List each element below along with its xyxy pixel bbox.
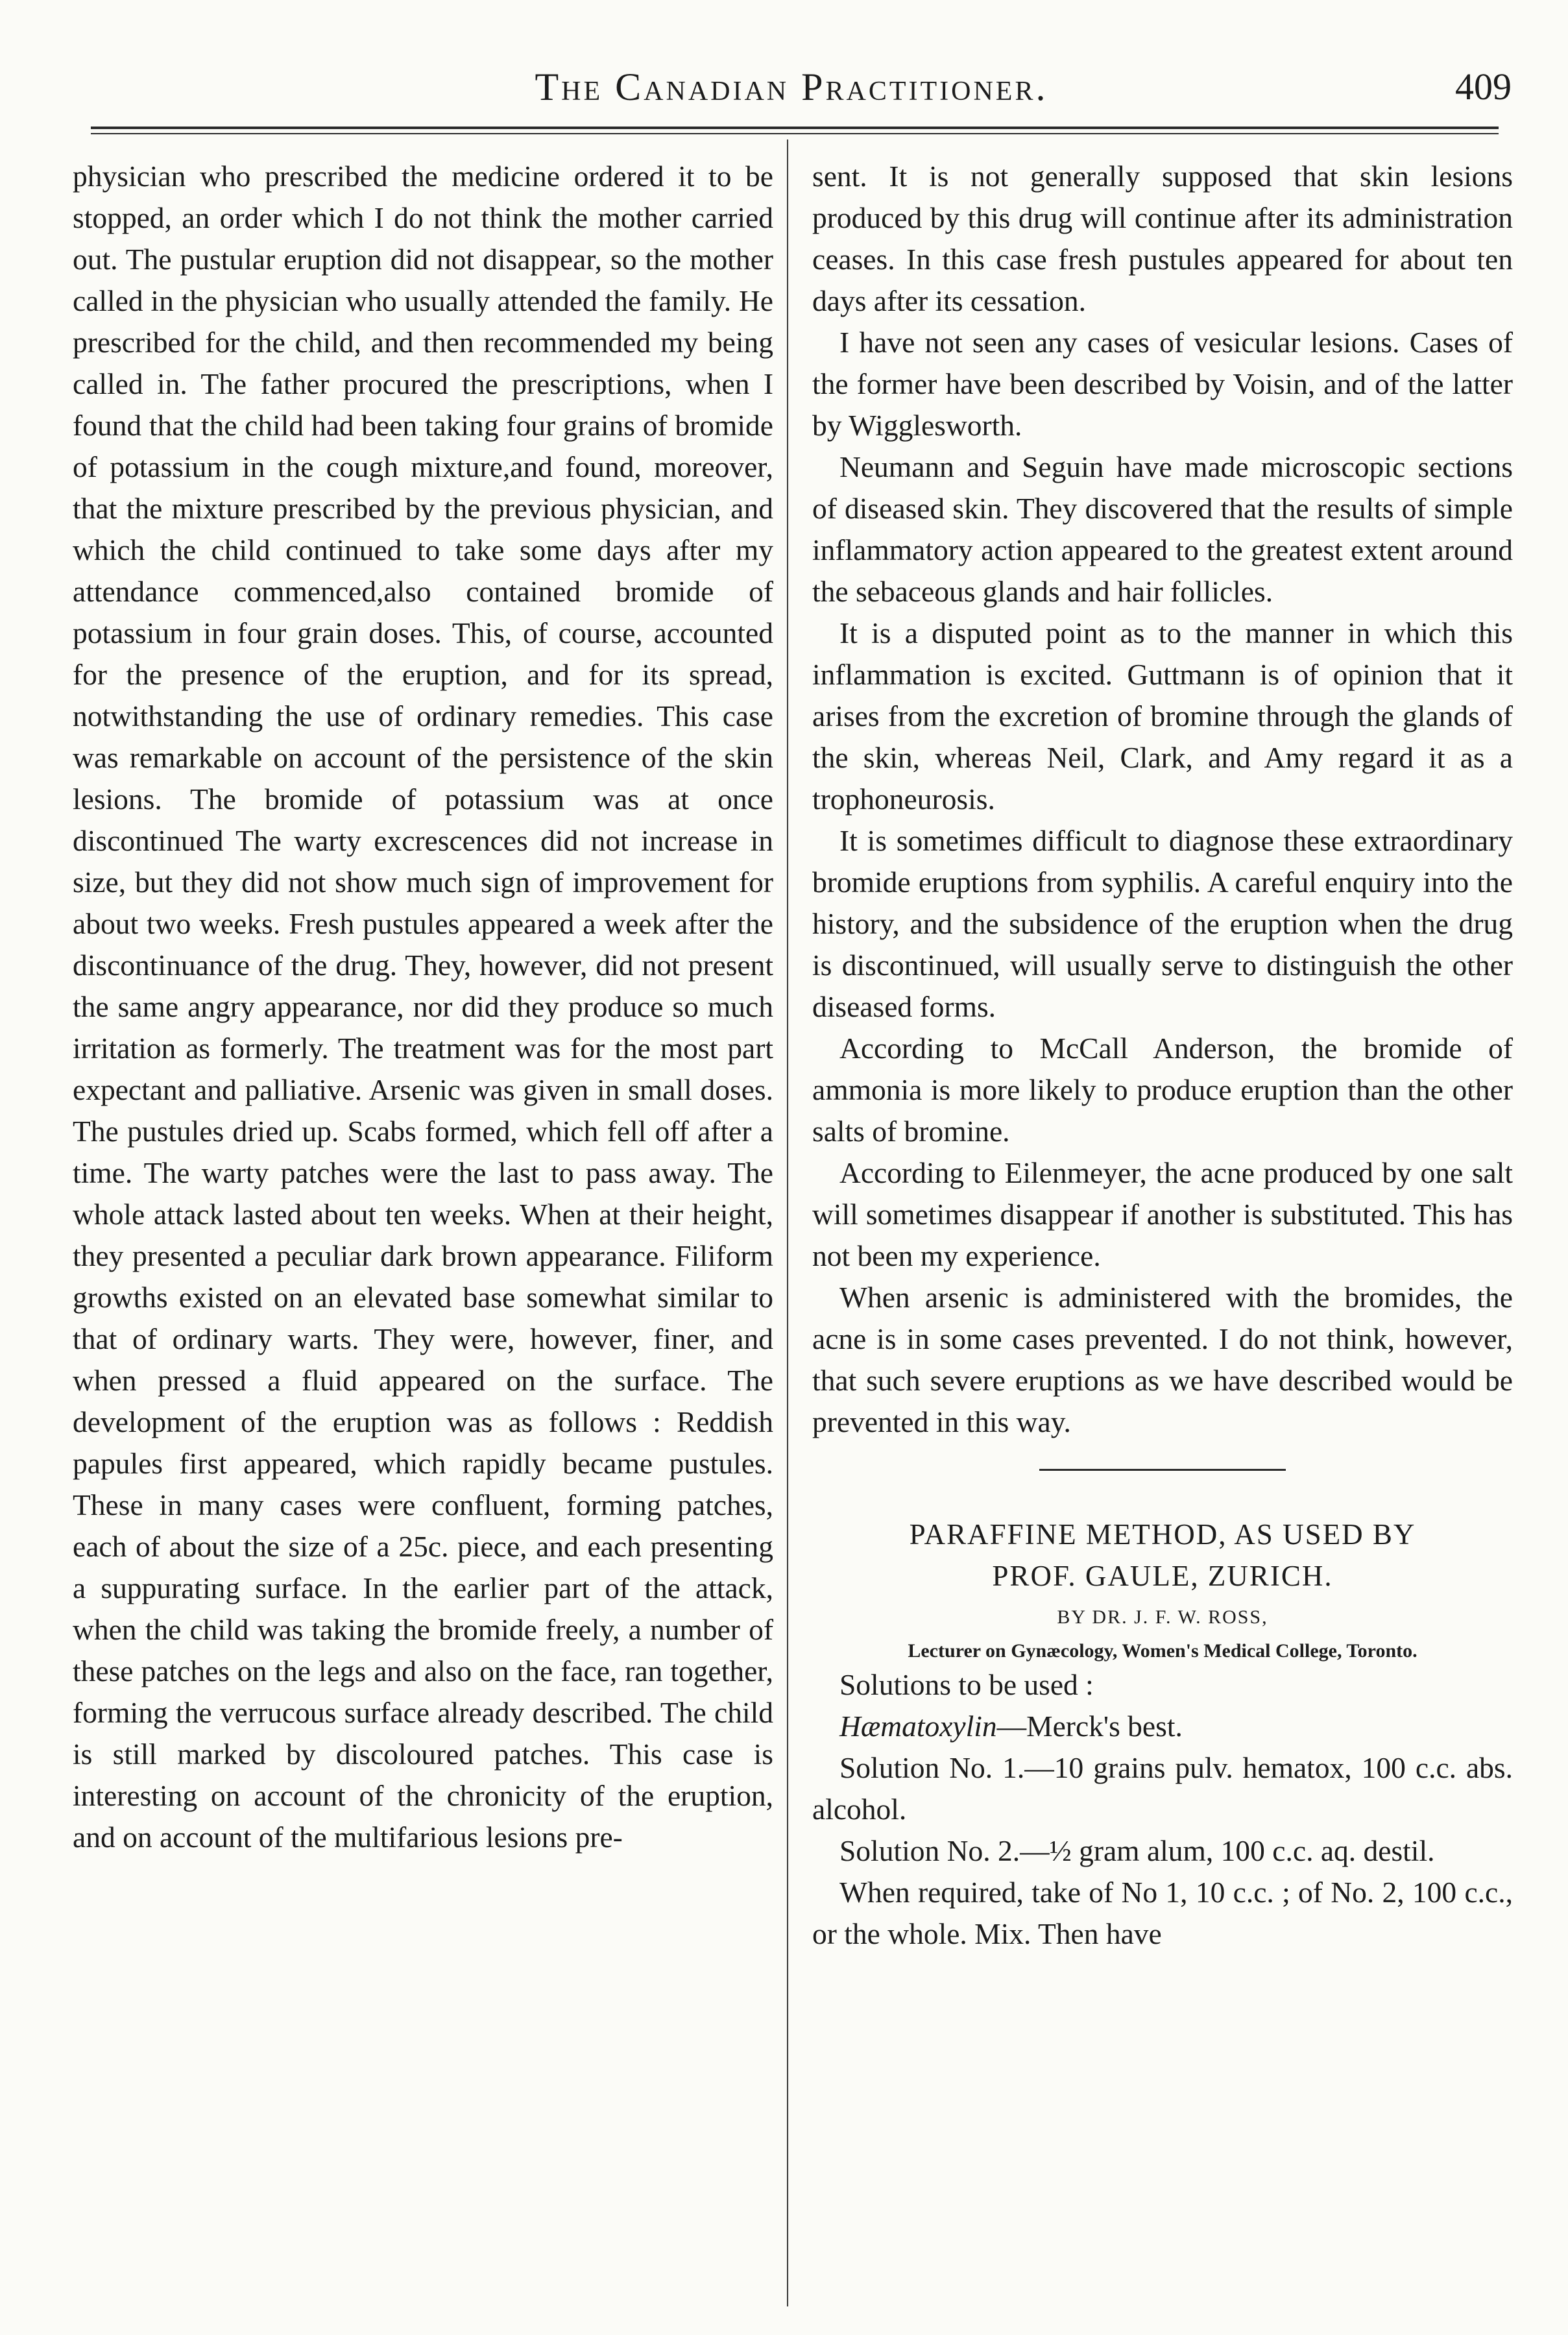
hematoxylin-term: Hæmatoxylin (839, 1710, 997, 1743)
body-paragraph: sent. It is not generally supposed that skin lesions produced by this drug will continue after its administration ceases. In this case fresh pustules appeared for about ten days after its cessation. (812, 160, 1513, 317)
article-title-line-2: PROF. GAULE, ZURICH. (992, 1560, 1333, 1592)
body-paragraph: It is a disputed point as to the manner in which this inflammation is excited. Guttmann is of opinion that it arises from the excretion of bromine through the glands of the skin, whereas Neil, Clark, and Amy regard it as a trophoneurosis. (812, 616, 1513, 816)
page-number: 409 (1455, 66, 1512, 108)
body-paragraph: I have not seen any cases of vesicular lesions. Cases of the former have been described by Voisin, and of the latter by Wigglesworth. (812, 326, 1513, 442)
article-title (812, 1514, 1513, 1597)
body-paragraph: Neumann and Seguin have made microscopic sections of diseased skin. They discovered that the results of simple inflammatory action appeared to the greatest extent around the sebaceous glands and hair follicles. (812, 450, 1513, 608)
column-divider (787, 139, 788, 2306)
mixing-instructions: When required, take of No 1, 10 c.c. ; of No. 2, 100 c.c., or the whole. Mix. Then have (812, 1876, 1513, 1950)
author-affiliation: Lecturer on Gynæcology, Women's Medical College, Toronto. (908, 1640, 1417, 1662)
hematoxylin-rest: —Merck's best. (996, 1710, 1183, 1743)
solution-2: Solution No. 2.—½ gram alum, 100 c.c. aq. destil. (839, 1834, 1435, 1867)
left-column (73, 156, 773, 1858)
section-divider (1039, 1469, 1286, 1471)
article-title-line-1: PARAFFINE METHOD, AS USED BY (909, 1518, 1416, 1551)
solution-1: Solution No. 1.—10 grains pulv. hematox, 100 c.c. abs. alcohol. (812, 1751, 1513, 1826)
running-header (71, 60, 1512, 118)
body-paragraph: It is sometimes difficult to diagnose these extraordinary bromide eruptions from syphilis. A careful enquiry into the history, and the subsidence of the eruption when the drug is discontinued, will usually serve to distinguish the other diseased forms. (812, 824, 1513, 1023)
right-column (812, 156, 1513, 1955)
header-rule-thin (91, 133, 1499, 134)
body-paragraph: When arsenic is administered with the bromides, the acne is in some cases prevented. I do not think, however, that such severe eruptions as we have described would be prevented in this way. (812, 1281, 1513, 1438)
body-paragraph: According to Eilenmeyer, the acne produced by one salt will sometimes disappear if another is substituted. This has not been my experience. (812, 1156, 1513, 1272)
journal-title: The Canadian Practitioner. (535, 66, 1048, 108)
hematoxylin-line (812, 1706, 1513, 1747)
body-paragraph: physician who prescribed the medicine ordered it to be stopped, an order which I do not think the mother carried out. The pustular eruption did not disappear, so the mother called in the physician who usually attended the family. He prescribed for the child, and then recommended my being called in. The father procured the prescriptions, when I found that the child had been taking four grains of bromide of potassium in the cough mixture,and found, moreover, that the mixture prescribed by the previous physician, and which the child continued to take some days after my attendance commenced,also contained bromide of potassium in four grain doses. This, of course, accounted for the presence of the eruption, and for its spread, notwithstanding the use of ordinary remedies. This case was remarkable on account of the persistence of the skin lesions. The bromide of potassium was at once discontinued The warty excrescences did not increase in size, but they did not show much sign of improvement for about two weeks. Fresh pustules appeared a week after the discontinuance of the drug. They, however, did not present the same angry appearance, nor did they produce so much irritation as formerly. The treatment was for the most part expectant and palliative. Arsenic was given in small doses. The pustules dried up. Scabs formed, which fell off after a time. The warty patches were the last to pass away. The whole attack lasted about ten weeks. When at their height, they presented a peculiar dark brown appearance. Filiform growths existed on an elevated base somewhat similar to that of ordinary warts. They were, however, finer, and when pressed a fluid appeared on the surface. The development of the eruption was as follows : Reddish papules first appeared, which rapidly became pustules. These in many cases were confluent, forming patches, each of about the size of a 25c. piece, and each presenting a suppurating surface. In the earlier part of the attack, when the child was taking the bromide freely, a number of these patches on the legs and also on the face, ran together, forming the verrucous surface already described. The child is still marked by discoloured patches. This case is interesting on account of the chronicity of the eruption, and on account of the multifarious lesions pre- (73, 160, 773, 1854)
body-paragraph: According to McCall Anderson, the bromide of ammonia is more likely to produce eruption than the other salts of bromine. (812, 1032, 1513, 1148)
solutions-intro: Solutions to be used : (839, 1668, 1094, 1701)
header-rule (91, 127, 1499, 129)
article-author: BY DR. J. F. W. ROSS, (1057, 1606, 1268, 1628)
